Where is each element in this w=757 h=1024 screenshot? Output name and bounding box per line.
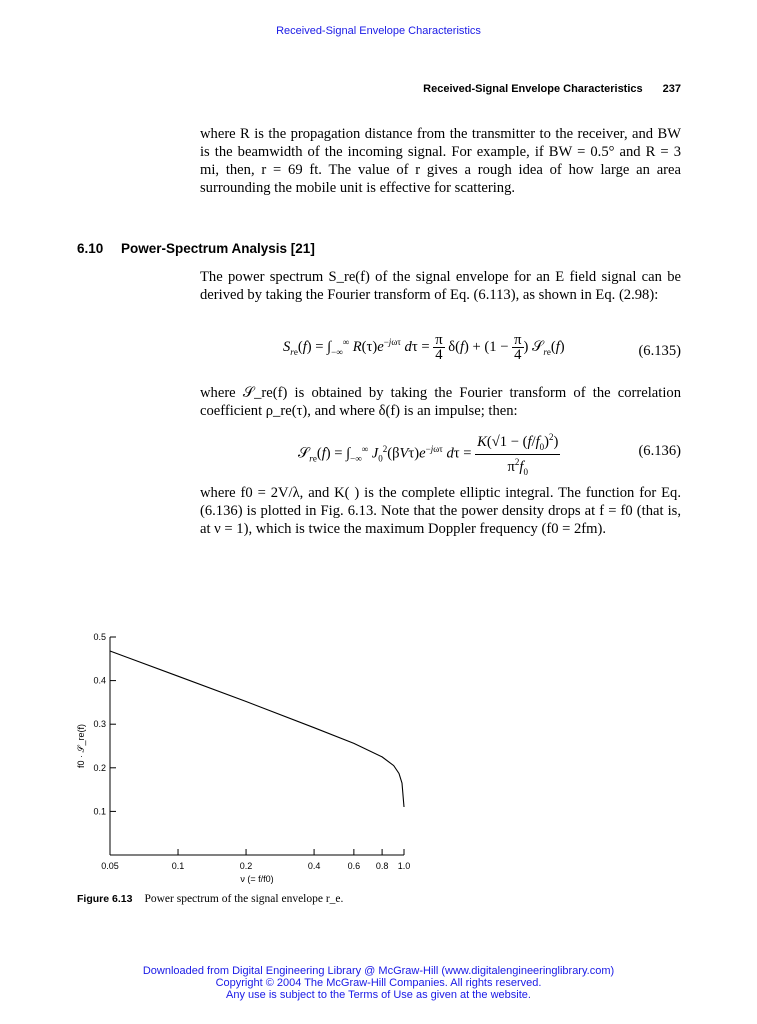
x-tick-label: 0.8	[375, 861, 389, 871]
section-title: Power-Spectrum Analysis [21]	[121, 241, 315, 256]
section-number: 6.10	[77, 241, 104, 256]
x-tick-label: 0.4	[307, 861, 321, 871]
y-tick-label: 0.5	[93, 632, 106, 642]
running-title: Received-Signal Envelope Characteristics	[423, 83, 643, 95]
equation-number-6-135: (6.135)	[638, 343, 681, 359]
x-axis-label: ν (= f/f0)	[240, 874, 274, 884]
section-heading	[77, 241, 315, 256]
series-line	[110, 651, 404, 807]
y-axis-label: f0 · 𝒮_re(f)	[76, 724, 86, 768]
equation-6-136: 𝒮$_{re}$(f) = $\int_{-\infty}^\infty$ $J_0^2(\beta V\tau)e^{-j\omega\tau}$ dτ = $\frac{K(√1 - (f/f_0)^2)}{\pi^2f_0}$	[298, 432, 559, 477]
x-tick-label: 0.2	[239, 861, 253, 871]
footer-line-1[interactable]: Downloaded from Digital Engineering Library @ McGraw-Hill (www.digitalengineeringlibrary.com)	[142, 965, 615, 977]
equation-number-6-136: (6.136)	[638, 443, 681, 459]
page-number: 237	[662, 83, 681, 95]
paragraph-3: where 𝒮_re(f) is obtained by taking the Fourier transform of the correlation coefficient ρ_re(τ), and where δ(f) is an impulse; then:	[200, 385, 681, 419]
x-tick-label: 0.05	[101, 861, 119, 871]
x-tick-label: 0.1	[171, 861, 185, 871]
figure-caption-text: Power spectrum of the signal envelope r_e.	[144, 893, 344, 905]
y-tick-label: 0.3	[93, 719, 106, 730]
footer-line-3: Any use is subject to the Terms of Use as given at the website.	[226, 989, 531, 1001]
y-tick-label: 0.1	[93, 806, 106, 817]
footer-line-2: Copyright © 2004 The McGraw-Hill Companies. All rights reserved.	[215, 977, 542, 989]
chart-series	[110, 651, 404, 807]
y-tick-label: 0.4	[93, 675, 106, 686]
paragraph-4: where f0 = 2V/λ, and K( ) is the complete elliptic integral. The function for Eq. (6.136) is plotted in Fig. 6.13. Note that the power density drops at f = f0 (that is, at ν = 1), which is twice the maximum Doppler frequency (f0 = 2fm).	[200, 485, 681, 537]
power-spectrum-chart	[70, 625, 430, 890]
running-head	[200, 83, 681, 95]
x-tick-label: 0.6	[347, 861, 361, 871]
paragraph-1: where R is the propagation distance from the transmitter to the receiver, and BW is the beamwidth of the incoming signal. For example, if BW = 0.5° and R = 3 mi, then, r = 69 ft. The value of r gives a rough idea of how large an area surrounding the mobile unit is effective for scattering.	[200, 126, 681, 196]
figure-caption	[77, 893, 343, 905]
y-tick-label: 0.2	[93, 762, 106, 773]
header-link[interactable]: Received-Signal Envelope Characteristics	[276, 25, 481, 37]
figure-label: Figure 6.13	[77, 893, 133, 905]
equation-6-135: $S_{re}(f) = \int_{-\infty}^\infty$ $R(\tau)e^{-j\omega\tau}$ dτ = $\frac{\pi}{4}$ δ(f) + (1 − $\frac{\pi}{4}$ ) 𝒮$_{re}$(f)	[283, 332, 565, 363]
footer	[0, 965, 757, 1001]
paragraph-2: The power spectrum S_re(f) of the signal envelope for an E field signal can be derived by taking the Fourier transform of Eq. (6.113), as shown in Eq. (2.98):	[200, 269, 681, 303]
chart-ticks	[93, 632, 410, 871]
x-tick-label: 1.0	[397, 861, 411, 871]
